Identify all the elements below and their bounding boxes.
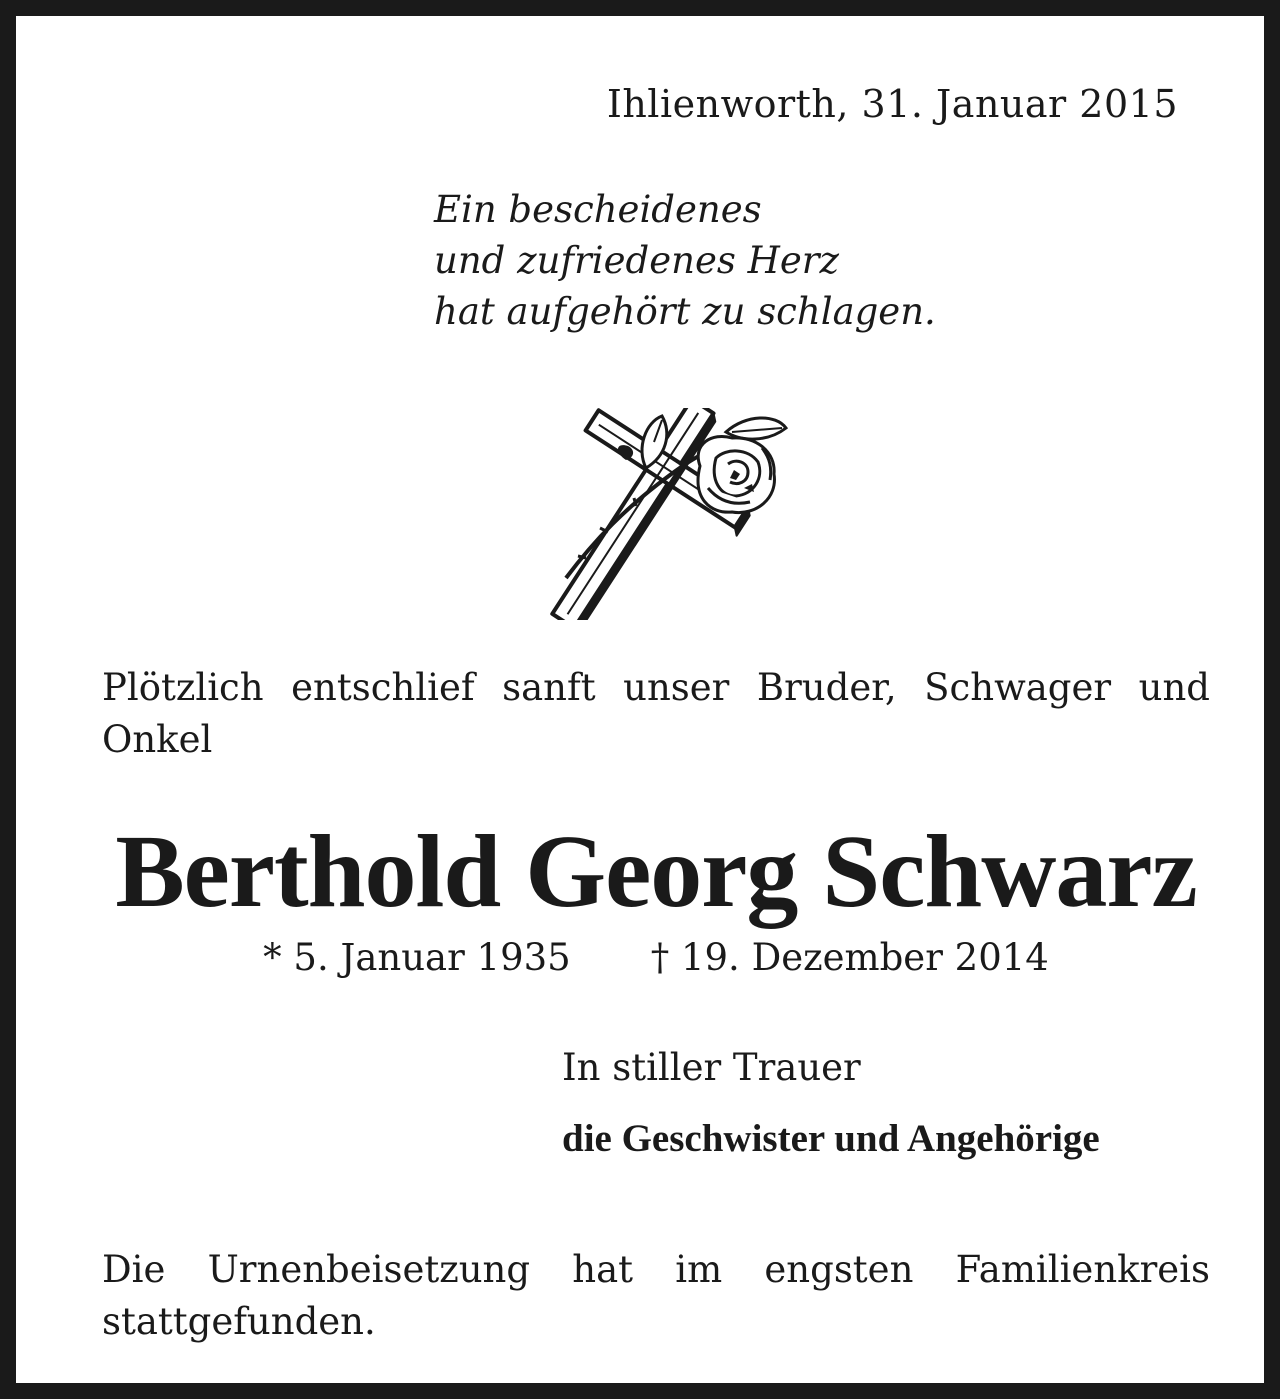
cross-with-rose-icon: [486, 408, 806, 620]
family-signature: die Geschwister und Angehörige: [562, 1117, 1100, 1160]
life-dates: [102, 936, 1210, 979]
death-date: † 19. Dezember 2014: [650, 936, 1049, 979]
verse-line: und zufriedenes Herz: [434, 239, 839, 282]
deceased-name: Berthold Georg Schwarz: [115, 814, 1197, 929]
verse: [434, 184, 936, 337]
verse-line: hat aufgehört zu schlagen.: [434, 290, 936, 333]
burial-note: Die Urnenbeisetzung hat im engsten Familienkreis stattgefunden.: [102, 1248, 1210, 1343]
birth-date: * 5. Januar 1935: [263, 936, 571, 979]
verse-line: Ein bescheidenes: [434, 188, 762, 231]
place-date: Ihlienworth, 31. Januar 2015: [606, 82, 1178, 126]
mourning-line: In stiller Trauer: [562, 1046, 861, 1089]
intro-text: Plötzlich entschlief sanft unser Bruder, Schwager und Onkel: [102, 666, 1210, 761]
